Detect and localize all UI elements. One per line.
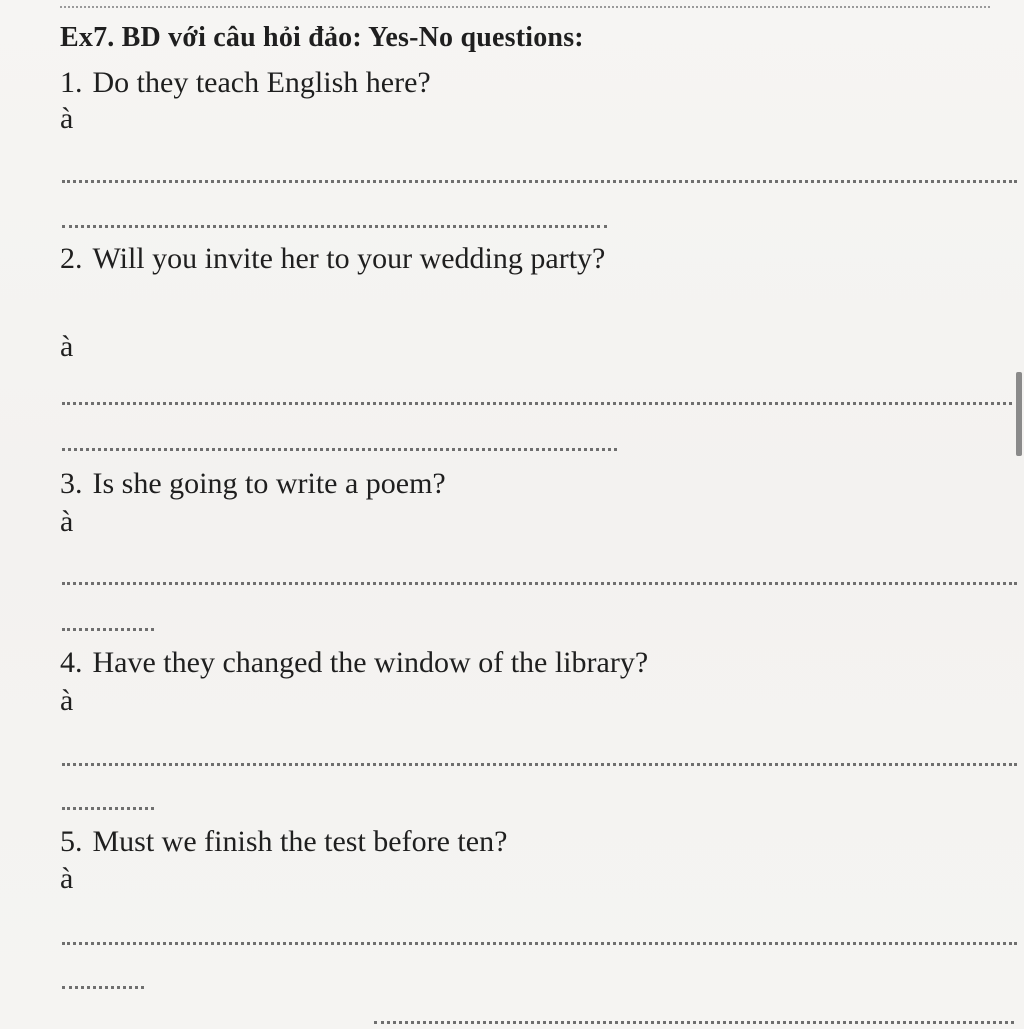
answer-4-line-1[interactable] (62, 763, 1017, 766)
question-4 (60, 646, 648, 680)
answer-2-line-2[interactable] (62, 448, 617, 451)
question-4-text: Have they changed the window of the library? (92, 646, 649, 679)
answer-2-line-1[interactable] (62, 402, 1012, 405)
question-3 (60, 467, 446, 501)
scrollbar-thumb[interactable] (1016, 372, 1022, 456)
question-4-arrow: à (60, 684, 74, 717)
exercise-title: Ex7. BD với câu hỏi đảo: Yes-No questions: (60, 22, 584, 53)
answer-4-line-2[interactable] (62, 807, 154, 810)
answer-3-line-2[interactable] (62, 628, 154, 631)
answer-5-line-1[interactable] (62, 942, 1017, 945)
question-1-number: 1. (60, 66, 83, 99)
question-3-number: 3. (60, 467, 83, 500)
question-2 (60, 242, 605, 276)
answer-1-line-1[interactable] (62, 180, 1017, 183)
question-1 (60, 66, 431, 100)
question-3-arrow: à (60, 505, 74, 538)
question-3-text: Is she going to write a poem? (92, 467, 446, 500)
answer-3-line-1[interactable] (62, 582, 1017, 585)
question-5 (60, 825, 507, 859)
question-5-text: Must we finish the test before ten? (92, 825, 508, 858)
question-4-number: 4. (60, 646, 83, 679)
top-dotted-rule (60, 6, 990, 8)
question-2-arrow: à (60, 330, 74, 363)
question-5-number: 5. (60, 825, 83, 858)
answer-1-line-2[interactable] (62, 225, 607, 228)
question-1-arrow: à (60, 102, 74, 135)
question-2-text: Will you invite her to your wedding party? (92, 242, 606, 275)
question-1-text: Do they teach English here? (92, 66, 431, 99)
bottom-dotted-rule (374, 1021, 1014, 1024)
question-2-number: 2. (60, 242, 83, 275)
question-5-arrow: à (60, 862, 74, 895)
answer-5-line-2[interactable] (62, 986, 144, 989)
